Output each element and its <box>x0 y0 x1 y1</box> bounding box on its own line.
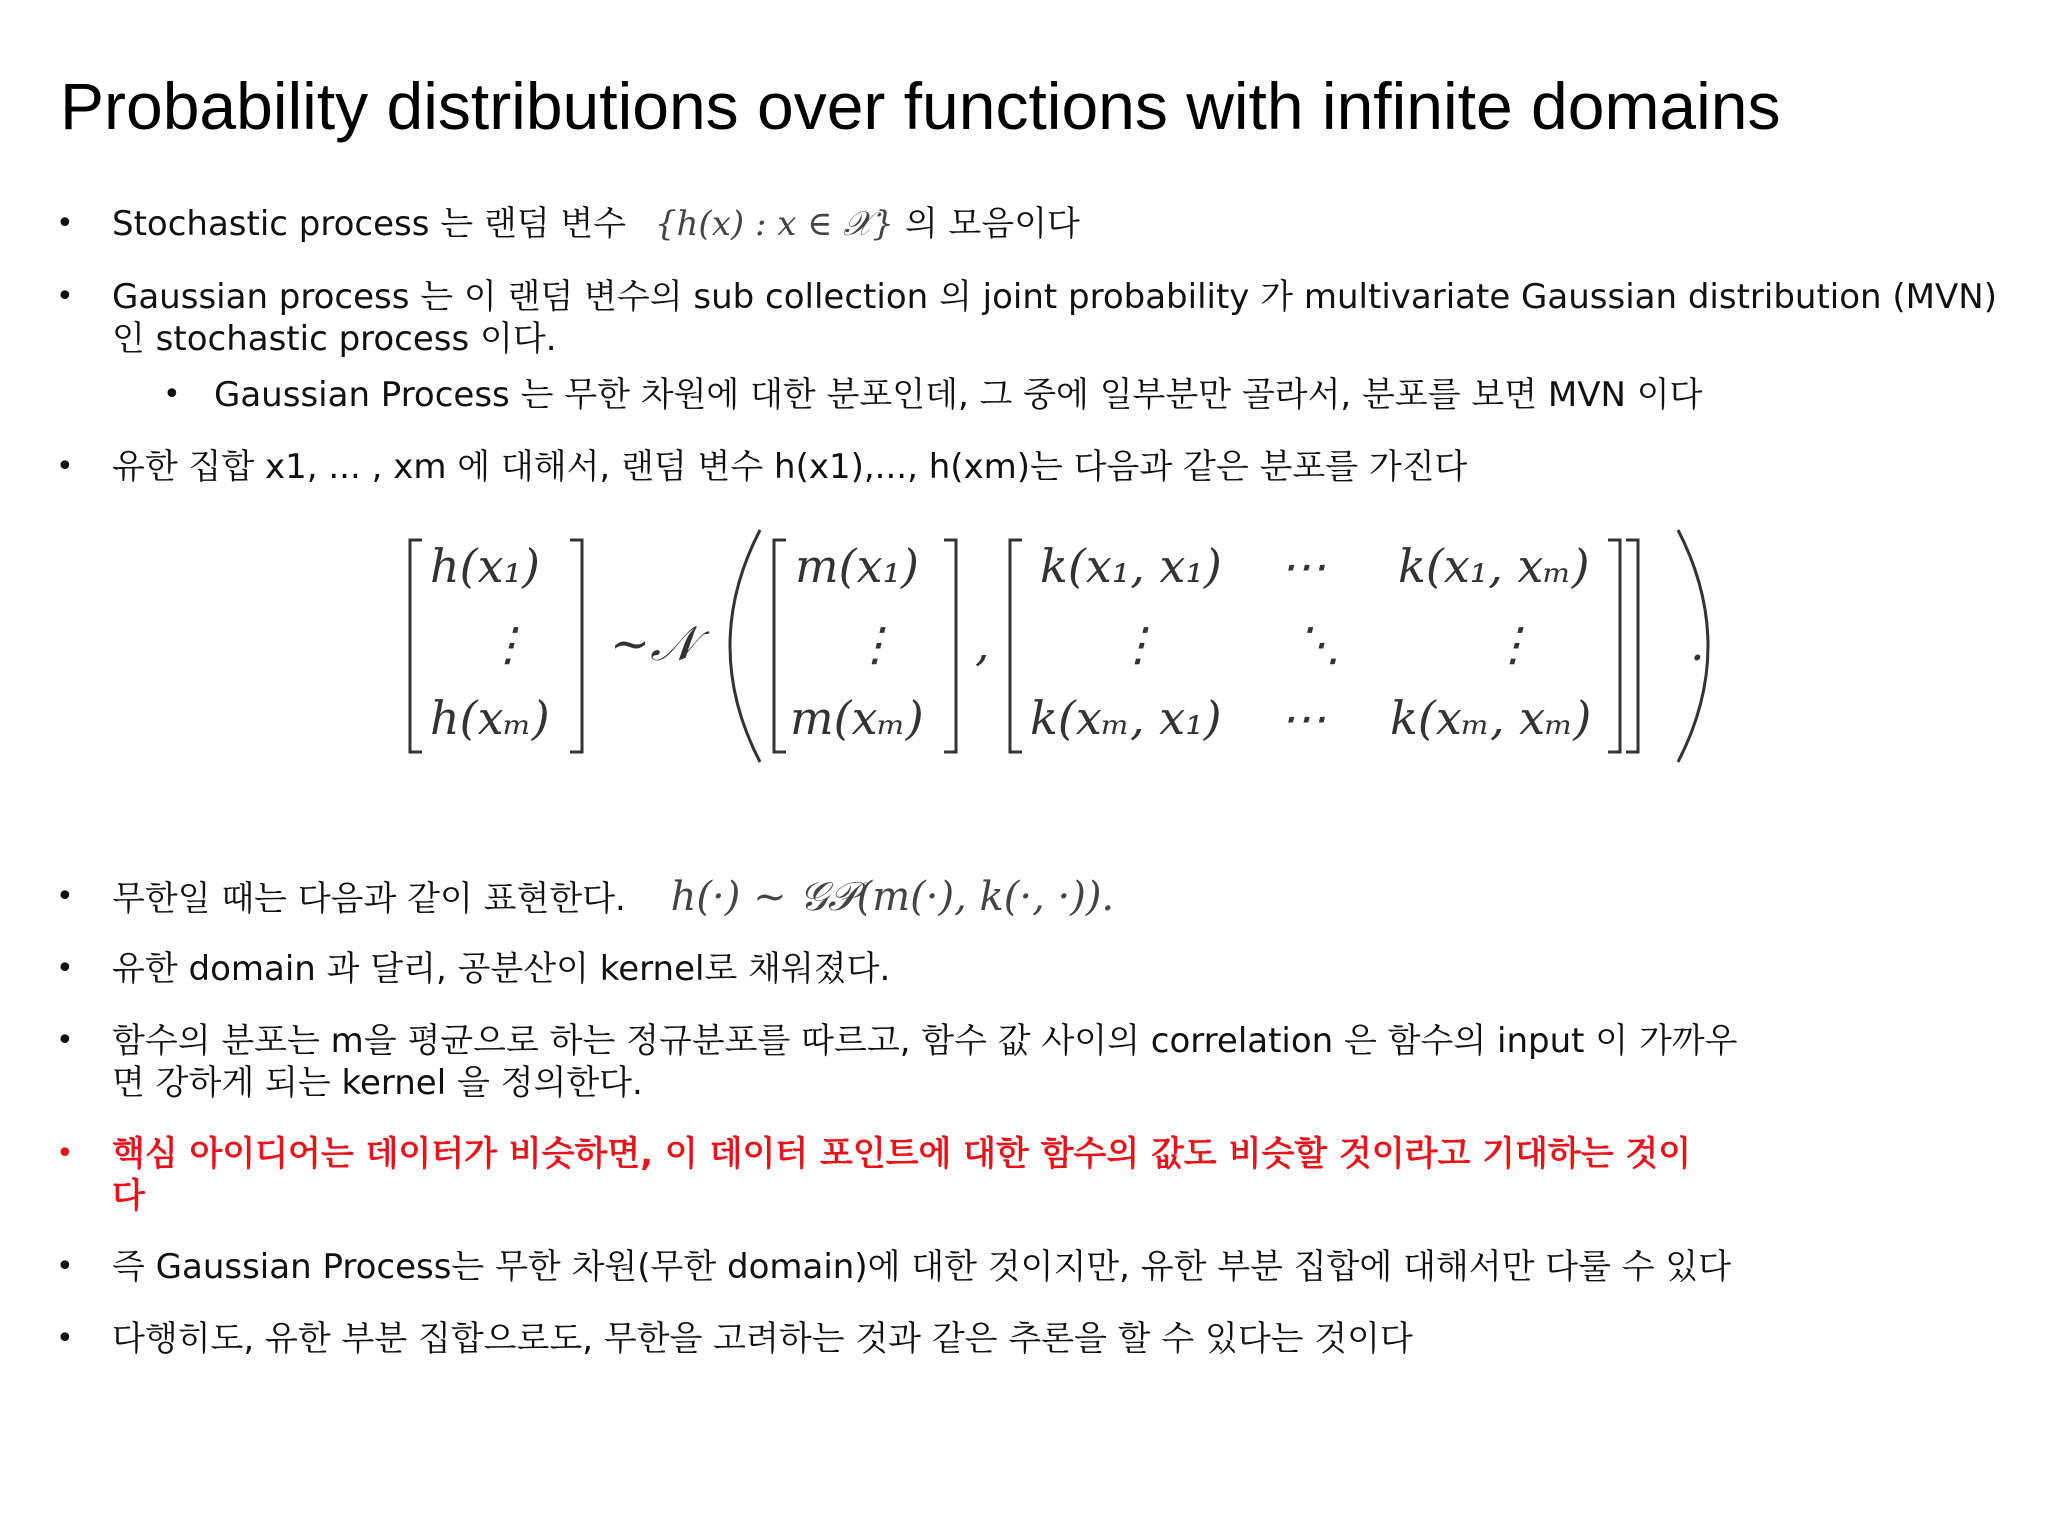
bullet-gaussian-process-line1: Gaussian process 는 이 랜덤 변수의 sub collection 의 joint probability 가 multivariate Gaussian distribution (MVN) <box>112 277 1997 317</box>
mean-vdots: ⋮ <box>852 617 898 671</box>
bullet-icon: • <box>56 206 74 241</box>
hdots-top: ⋯ <box>1280 539 1326 593</box>
bullet-icon: • <box>56 951 74 986</box>
hdots-bottom: ⋯ <box>1280 691 1326 745</box>
k1m: k(x₁, xₘ) <box>1398 539 1590 593</box>
distributed-as: ~𝒩 <box>610 616 697 672</box>
bullet-icon: • <box>56 279 74 314</box>
math-set: {h(x) : x ∈ 𝒳} <box>654 204 895 244</box>
bullet-correlation-line1: 함수의 분포는 m을 평균으로 하는 정규분포를 따르고, 함수 값 사이의 correlation 은 함수의 input 이 가까우 <box>112 1021 1738 1061</box>
ddots: ⋱ <box>1295 617 1341 671</box>
sub-bullet-mvn: Gaussian Process 는 무한 차원에 대한 분포인데, 그 중에 일부분만 골라서, 분포를 보면 MVN 이다 <box>214 375 1703 415</box>
kmm: k(xₘ, xₘ) <box>1390 691 1592 745</box>
km1: k(xₘ, x₁) <box>1030 691 1222 745</box>
lhs-top: h(x₁) <box>430 539 540 593</box>
bullet-icon: • <box>56 1136 74 1171</box>
bullet-icon: • <box>56 449 74 484</box>
bullet-text: 무한일 때는 다음과 같이 표현한다. <box>112 879 626 919</box>
bullet-stochastic-process <box>112 203 1080 245</box>
bullet-icon: • <box>56 1321 74 1356</box>
cov-vdots-right: ⋮ <box>1490 617 1536 671</box>
period: . <box>1690 617 1705 671</box>
bullet-infinite <box>112 876 1114 920</box>
bullet-text: 의 모음이다 <box>904 204 1080 244</box>
sub-bullet-icon: • <box>163 377 181 412</box>
bullet-finite-set: 유한 집합 x1, ... , xm 에 대해서, 랜덤 변수 h(x1),..., h(xm)는 다음과 같은 분포를 가진다 <box>112 447 1468 487</box>
bullet-icon: • <box>56 1249 74 1284</box>
lhs-bottom: h(xₘ) <box>430 691 550 745</box>
k11: k(x₁, x₁) <box>1040 539 1222 593</box>
bullet-correlation-line2: 면 강하게 되는 kernel 을 정의한다. <box>112 1063 643 1103</box>
mvn-equation <box>400 520 1720 770</box>
mean-bottom: m(xₘ) <box>790 691 924 745</box>
bullet-key-idea-line1: 핵심 아이디어는 데이터가 비슷하면, 이 데이터 포인트에 대한 함수의 값도 비슷할 것이라고 기대하는 것이 <box>112 1134 1692 1174</box>
bullet-icon: • <box>56 1023 74 1058</box>
bullet-inference: 다행히도, 유한 부분 집합으로도, 무한을 고려하는 것과 같은 추론을 할 수 있다는 것이다 <box>112 1319 1413 1359</box>
mean-top: m(x₁) <box>795 539 919 593</box>
lhs-vdots: ⋮ <box>485 617 531 671</box>
bullet-icon: • <box>56 879 74 914</box>
bullet-kernel: 유한 domain 과 달리, 공분산이 kernel로 채워졌다. <box>112 949 891 989</box>
math-gp: h(·) ~ 𝒢𝒫(m(·), k(·, ·)). <box>670 874 1115 920</box>
slide-title: Probability distributions over functions with infinite domains <box>60 69 1781 143</box>
bullet-key-idea-line2: 다 <box>112 1176 145 1216</box>
bullet-finite-subset: 즉 Gaussian Process는 무한 차원(무한 domain)에 대한 것이지만, 유한 부분 집합에 대해서만 다룰 수 있다 <box>112 1247 1732 1287</box>
comma: , <box>975 617 990 671</box>
bullet-gaussian-process-line2: 인 stochastic process 이다. <box>112 319 557 359</box>
bullet-text: Stochastic process 는 랜덤 변수 <box>112 204 627 244</box>
cov-vdots-left: ⋮ <box>1115 617 1161 671</box>
